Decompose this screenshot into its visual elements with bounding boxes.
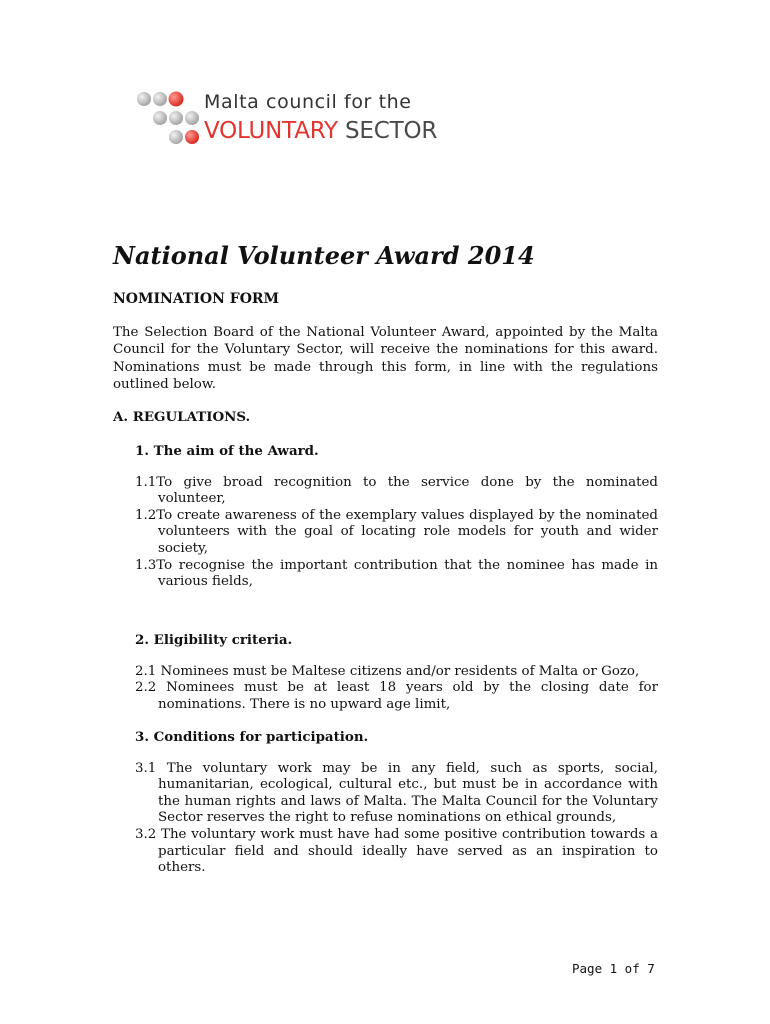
aim-heading: 1. The aim of the Award. bbox=[135, 442, 319, 459]
aim-list bbox=[135, 475, 658, 591]
list-item: 1.1To give broad recognition to the service done by the nominated volunteer, bbox=[135, 474, 658, 507]
list-item: 1.3To recognise the important contribution that the nominee has made in various fields, bbox=[135, 557, 658, 590]
organization-logo bbox=[134, 88, 474, 154]
document-title: National Volunteer Award 2014 bbox=[113, 241, 535, 270]
list-item: 2.1 Nominees must be Maltese citizens and/or residents of Malta or Gozo, bbox=[135, 663, 640, 679]
list-item: 3.1 The voluntary work may be in any field, such as sports, social, humanitarian, ecological, cultural etc., but must be in accordance with the human rights and laws of Malta. The Malta Council for the Voluntary Sector reserves the right to refuse nominations on ethical grounds, bbox=[135, 760, 658, 826]
intro-paragraph: The Selection Board of the National Volunteer Award, appointed by the Malta Council for the Voluntary Sector, will receive the nominations for this award. Nominations must be made through this form, in line with the regulations outlined below. bbox=[113, 325, 658, 393]
section-a-heading: A. REGULATIONS. bbox=[113, 408, 251, 425]
page-number: Page 1 of 7 bbox=[572, 961, 655, 976]
list-item: 1.2To create awareness of the exemplary values displayed by the nominated volunteers with the goal of locating role models for youth and wider society, bbox=[135, 507, 658, 556]
document-body bbox=[113, 240, 658, 891]
conditions-heading: 3. Conditions for participation. bbox=[135, 728, 369, 745]
logo-text-line2 bbox=[204, 118, 437, 144]
logo-text-voluntary: VOLUNTARY bbox=[204, 118, 338, 144]
logo-dots-icon bbox=[134, 88, 202, 154]
eligibility-list bbox=[135, 664, 658, 714]
eligibility-heading: 2. Eligibility criteria. bbox=[135, 631, 293, 648]
form-subtitle: NOMINATION FORM bbox=[113, 291, 280, 307]
conditions-list bbox=[135, 761, 658, 877]
logo-text-sector: SECTOR bbox=[345, 118, 438, 144]
list-item: 3.2 The voluntary work must have had some positive contribution towards a particular field and should ideally have served as an inspiration to others. bbox=[135, 826, 658, 876]
logo-text-line1: Malta council for the bbox=[204, 91, 412, 113]
list-item: 2.2 Nominees must be at least 18 years old by the closing date for nominations. There is no upward age limit, bbox=[135, 680, 658, 712]
